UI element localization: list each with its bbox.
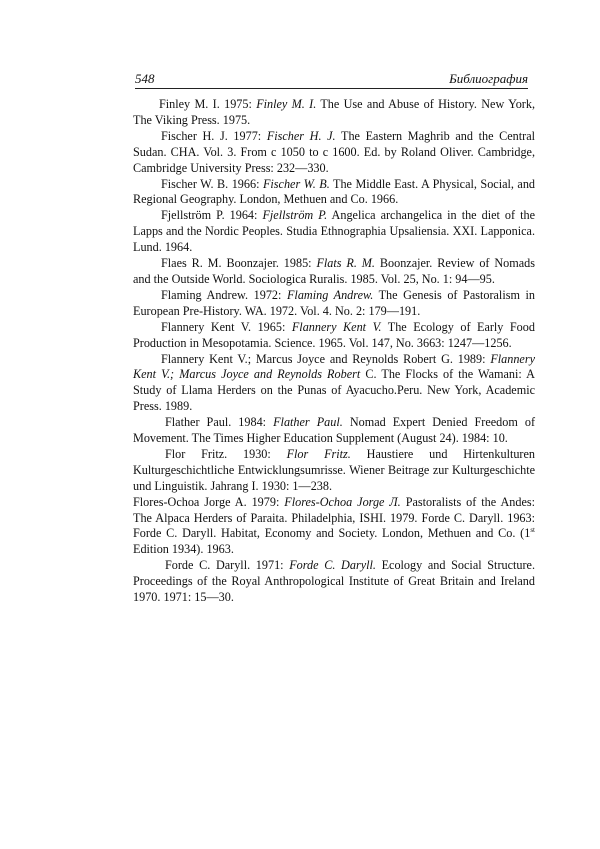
entry-author-year: Fischer W. B. 1966: — [161, 176, 263, 191]
entry-superscript: st — [530, 526, 535, 535]
entry-author-year: Flaming Andrew. 1972: — [161, 287, 287, 302]
entry-author-year: Fischer H. J. 1977: — [161, 128, 267, 143]
bibliography-entry — [133, 208, 535, 256]
section-title: Библиография — [449, 71, 528, 86]
bibliography-entry — [133, 447, 535, 495]
entry-italic-author: Flaming Andrew. — [286, 287, 374, 302]
entry-citation: The Middle East. A Physical, Social, and Regional Geography. London, Methuen and Co. 1966. — [133, 176, 536, 207]
entry-author-year: Flaes R. M. Boonzajer. 1985: — [161, 256, 317, 271]
entry-italic-author: Flats R. M. — [316, 256, 375, 271]
bibliography-entry — [133, 97, 535, 129]
bibliography-entry — [133, 352, 535, 416]
bibliography-entry — [133, 177, 535, 209]
entry-citation: The Eastern Maghrib and the Central Sudan. CHA. Vol. 3. From c 1050 to c 1600. Ed. by Roland Oliver. Cambridge, Cambridge University Press: 232—330. — [133, 128, 535, 175]
bibliography-entry — [133, 256, 535, 288]
entry-citation: Nomad Expert Denied Freedom of Movement. The Times Higher Education Supplement (August 24). 1984: 10. — [133, 415, 535, 446]
entry-citation: The Genesis of Pastoralism in European Pre-History. WA. 1972. Vol. 4. No. 2: 179—191. — [133, 287, 535, 318]
entry-citation: The Ecology of Early Food Production in Mesopotamia. Science. 1965. Vol. 147, No. 3663: 1247—1256. — [133, 319, 535, 350]
entry-italic-author: Flores-Ochoa Jorge Л. — [284, 494, 401, 509]
bibliography-entry — [133, 415, 535, 447]
entry-italic-author: Flor Fritz. — [286, 446, 351, 461]
entry-italic-author: Forde C. Daryll. — [289, 558, 376, 573]
bibliography-list — [133, 97, 535, 606]
bibliography-entry — [133, 320, 535, 352]
entry-citation: Ecology and Social Structure. Proceedings of the Royal Anthropological Institute of Great Britain and Ireland 1970. 1971: 15—30. — [133, 558, 535, 605]
entry-author-year: Flores-Ochoa Jorge A. 1979: — [133, 494, 285, 509]
entry-italic-author: Flather Paul. — [273, 415, 343, 430]
entry-italic-author: Fjellström P. — [262, 208, 328, 223]
entry-italic-author: Finley M. I. — [256, 97, 317, 111]
bibliography-entry — [133, 558, 535, 606]
bibliography-entry — [133, 288, 535, 320]
bibliography-entry — [133, 495, 535, 559]
entry-italic-author: Fischer H. J. — [266, 128, 336, 143]
entry-author-year: Fjellström P. 1964: — [161, 208, 263, 223]
entry-citation: Haustiere und Hirtenkulturen Kulturgeschichtliche Entwicklungsumrisse. Wiener Beitrage zur Kulturgeschichte und Linguistik. Jahrang I. 1930: 1—238. — [133, 446, 535, 493]
bibliography-entry — [133, 129, 535, 177]
running-header — [135, 70, 528, 89]
entry-citation: Pastoralists of the Andes: The Alpaca Herders of Paraita. Philadelphia, ISHI. 1979. Forde C. Daryll. 1963: Forde C. Daryll. Habitat, Economy and Society. London, Methuen and Co. (1 — [133, 494, 535, 541]
entry-author-year: Flannery Kent V.; Marcus Joyce and Reynolds Robert G. 1989: — [161, 351, 491, 366]
entry-author-year: Flather Paul. 1984: — [165, 415, 274, 430]
page-number: 548 — [135, 71, 155, 86]
entry-italic-author: Flannery Kent V.; Marcus Joyce and Reynolds Robert — [133, 351, 535, 382]
entry-citation: C. The Flocks of the Wamani: A Study of Llama Herders on the Punas of Ayacucho.Peru. New York, Academic Press. 1989. — [133, 367, 535, 414]
entry-author-year: Flannery Kent V. 1965: — [161, 319, 292, 334]
entry-author-year: Flor Fritz. 1930: — [165, 446, 287, 461]
entry-citation-tail: Edition 1934). 1963. — [133, 542, 234, 557]
entry-citation: Angelica archangelica in the diet of the Lapps and the Nordic Peoples. Studia Ethnographia Upsaliensia. XXI. Lapponica. Lund. 1964. — [133, 208, 535, 255]
entry-author-year: Finley M. I. 1975: — [159, 97, 257, 111]
entry-italic-author: Flannery Kent V. — [291, 319, 382, 334]
entry-citation: The Use and Abuse of History. New York, The Viking Press. 1975. — [133, 97, 535, 127]
entry-citation: Boonzajer. Review of Nomads and the Outside World. Sociologica Ruralis. 1985. Vol. 25, No. 1: 94—95. — [133, 256, 535, 286]
entry-italic-author: Fischer W. B. — [262, 176, 330, 191]
entry-author-year: Forde C. Daryll. 1971: — [165, 558, 290, 573]
